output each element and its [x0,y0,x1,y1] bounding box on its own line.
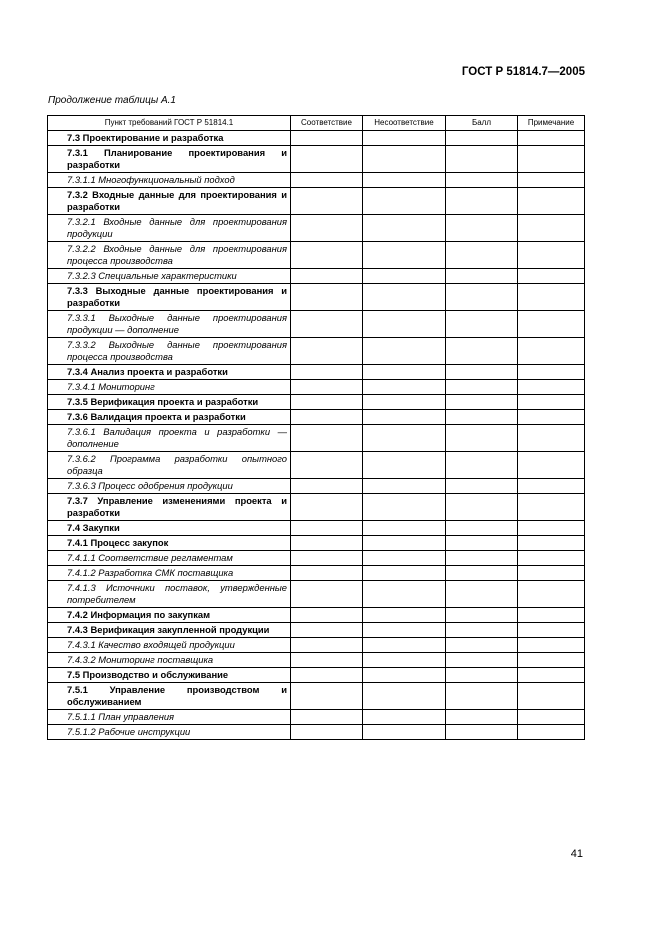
note-cell [518,131,585,146]
nonconformity-cell [363,683,446,710]
requirement-cell: 7.4.3.1 Качество входящей продукции [48,638,291,653]
table-row [48,668,585,683]
note-cell [518,521,585,536]
column-header-note: Примечание [518,116,585,131]
requirement-cell: 7.3.4.1 Мониторинг [48,380,291,395]
note-cell [518,269,585,284]
nonconformity-cell [363,623,446,638]
requirement-cell: 7.4.1 Процесс закупок [48,536,291,551]
note-cell [518,395,585,410]
page-number: 41 [570,848,583,860]
nonconformity-cell [363,725,446,740]
nonconformity-cell [363,425,446,452]
score-cell [446,638,518,653]
table-continuation-caption: Продолжение таблицы А.1 [48,95,176,106]
score-cell [446,653,518,668]
conformity-cell [291,395,363,410]
table-row [48,425,585,452]
column-header-nonconformity: Несоответствие [363,116,446,131]
score-cell [446,494,518,521]
conformity-cell [291,566,363,581]
table-row [48,452,585,479]
requirement-cell: 7.3.6.3 Процесс одобрения продукции [48,479,291,494]
score-cell [446,581,518,608]
nonconformity-cell [363,668,446,683]
requirement-cell: 7.4.3 Верификация закупленной продукции [48,623,291,638]
requirement-cell: 7.3.3.1 Выходные данные проектирования продукции — дополнение [48,311,291,338]
table-row [48,725,585,740]
nonconformity-cell [363,536,446,551]
score-cell [446,146,518,173]
table-row [48,479,585,494]
nonconformity-cell [363,581,446,608]
conformity-cell [291,668,363,683]
requirement-cell: 7.3.3.2 Выходные данные проектирования процесса производства [48,338,291,365]
note-cell [518,710,585,725]
table-row [48,395,585,410]
note-cell [518,425,585,452]
conformity-cell [291,521,363,536]
note-cell [518,608,585,623]
requirement-cell: 7.4.2 Информация по закупкам [48,608,291,623]
score-cell [446,338,518,365]
nonconformity-cell [363,215,446,242]
nonconformity-cell [363,284,446,311]
score-cell [446,173,518,188]
note-cell [518,668,585,683]
requirement-cell: 7.3.2 Входные данные для проектирования и разработки [48,188,291,215]
score-cell [446,380,518,395]
conformity-cell [291,269,363,284]
conformity-cell [291,173,363,188]
nonconformity-cell [363,188,446,215]
nonconformity-cell [363,452,446,479]
conformity-cell [291,215,363,242]
requirement-cell: 7.4 Закупки [48,521,291,536]
requirement-cell: 7.5 Производство и обслуживание [48,668,291,683]
note-cell [518,653,585,668]
note-cell [518,581,585,608]
note-cell [518,683,585,710]
conformity-cell [291,188,363,215]
conformity-cell [291,494,363,521]
conformity-cell [291,311,363,338]
nonconformity-cell [363,638,446,653]
table-row [48,566,585,581]
score-cell [446,215,518,242]
score-cell [446,284,518,311]
requirement-cell: 7.5.1.2 Рабочие инструкции [48,725,291,740]
score-cell [446,410,518,425]
nonconformity-cell [363,365,446,380]
table-row [48,623,585,638]
score-cell [446,668,518,683]
conformity-cell [291,146,363,173]
nonconformity-cell [363,395,446,410]
score-cell [446,425,518,452]
nonconformity-cell [363,479,446,494]
column-header-requirement: Пункт требований ГОСТ Р 51814.1 [48,116,291,131]
nonconformity-cell [363,380,446,395]
nonconformity-cell [363,269,446,284]
note-cell [518,338,585,365]
table-row [48,638,585,653]
table-row [48,380,585,395]
note-cell [518,380,585,395]
requirement-cell: 7.3.4 Анализ проекта и разработки [48,365,291,380]
table-row [48,410,585,425]
note-cell [518,551,585,566]
nonconformity-cell [363,551,446,566]
note-cell [518,638,585,653]
score-cell [446,536,518,551]
score-cell [446,188,518,215]
table-row [48,536,585,551]
note-cell [518,173,585,188]
score-cell [446,131,518,146]
conformity-cell [291,410,363,425]
nonconformity-cell [363,566,446,581]
nonconformity-cell [363,338,446,365]
nonconformity-cell [363,494,446,521]
nonconformity-cell [363,608,446,623]
requirement-cell: 7.3.3 Выходные данные проектирования и разработки [48,284,291,311]
note-cell [518,215,585,242]
nonconformity-cell [363,131,446,146]
table-row [48,521,585,536]
conformity-cell [291,131,363,146]
requirement-cell: 7.4.1.3 Источники поставок, утвержденные потребителем [48,581,291,608]
table-row [48,710,585,725]
table-row [48,653,585,668]
table-row [48,365,585,380]
nonconformity-cell [363,311,446,338]
conformity-cell [291,479,363,494]
requirement-cell: 7.3.1 Планирование проектирования и разработки [48,146,291,173]
table-header-row [48,116,585,131]
requirement-cell: 7.4.3.2 Мониторинг поставщика [48,653,291,668]
note-cell [518,536,585,551]
conformity-cell [291,710,363,725]
conformity-cell [291,725,363,740]
score-cell [446,365,518,380]
conformity-cell [291,653,363,668]
table-row [48,311,585,338]
nonconformity-cell [363,242,446,269]
score-cell [446,551,518,566]
nonconformity-cell [363,710,446,725]
table-row [48,581,585,608]
score-cell [446,683,518,710]
note-cell [518,725,585,740]
table-row [48,173,585,188]
conformity-cell [291,638,363,653]
conformity-cell [291,536,363,551]
table-row [48,608,585,623]
requirement-cell: 7.3.6.1 Валидация проекта и разработки — дополнение [48,425,291,452]
table-row [48,683,585,710]
conformity-cell [291,425,363,452]
conformity-cell [291,581,363,608]
note-cell [518,566,585,581]
requirement-cell: 7.4.1.2 Разработка СМК поставщика [48,566,291,581]
conformity-cell [291,284,363,311]
nonconformity-cell [363,146,446,173]
note-cell [518,146,585,173]
score-cell [446,479,518,494]
score-cell [446,395,518,410]
conformity-cell [291,338,363,365]
conformity-cell [291,683,363,710]
requirement-cell: 7.5.1 Управление производством и обслуживанием [48,683,291,710]
nonconformity-cell [363,173,446,188]
requirement-cell: 7.4.1.1 Соответствие регламентам [48,551,291,566]
table-row [48,551,585,566]
note-cell [518,410,585,425]
note-cell [518,365,585,380]
table-row [48,215,585,242]
score-cell [446,725,518,740]
requirement-cell: 7.3.6 Валидация проекта и разработки [48,410,291,425]
table-row [48,131,585,146]
requirement-cell: 7.3.2.2 Входные данные для проектирования процесса производства [48,242,291,269]
note-cell [518,188,585,215]
requirements-table [47,115,585,740]
column-header-conformity: Соответствие [291,116,363,131]
requirement-cell: 7.3.1.1 Многофункциональный подход [48,173,291,188]
note-cell [518,479,585,494]
score-cell [446,452,518,479]
score-cell [446,566,518,581]
requirement-cell: 7.3.2.1 Входные данные для проектирования продукции [48,215,291,242]
requirement-cell: 7.5.1.1 План управления [48,710,291,725]
requirement-cell: 7.3.2.3 Специальные характеристики [48,269,291,284]
score-cell [446,623,518,638]
table-row [48,146,585,173]
requirement-cell: 7.3 Проектирование и разработка [48,131,291,146]
conformity-cell [291,623,363,638]
score-cell [446,521,518,536]
score-cell [446,269,518,284]
note-cell [518,452,585,479]
score-cell [446,608,518,623]
note-cell [518,242,585,269]
conformity-cell [291,608,363,623]
table-row [48,269,585,284]
note-cell [518,623,585,638]
nonconformity-cell [363,521,446,536]
requirement-cell: 7.3.7 Управление изменениями проекта и разработки [48,494,291,521]
note-cell [518,311,585,338]
table-row [48,284,585,311]
requirement-cell: 7.3.6.2 Программа разработки опытного образца [48,452,291,479]
score-cell [446,242,518,269]
conformity-cell [291,452,363,479]
table-row [48,494,585,521]
table-row [48,338,585,365]
score-cell [446,311,518,338]
table-row [48,242,585,269]
nonconformity-cell [363,410,446,425]
conformity-cell [291,380,363,395]
conformity-cell [291,365,363,380]
requirement-cell: 7.3.5 Верификация проекта и разработки [48,395,291,410]
note-cell [518,494,585,521]
nonconformity-cell [363,653,446,668]
column-header-score: Балл [446,116,518,131]
document-code: ГОСТ Р 51814.7—2005 [461,66,585,78]
score-cell [446,710,518,725]
conformity-cell [291,551,363,566]
conformity-cell [291,242,363,269]
table-row [48,188,585,215]
note-cell [518,284,585,311]
